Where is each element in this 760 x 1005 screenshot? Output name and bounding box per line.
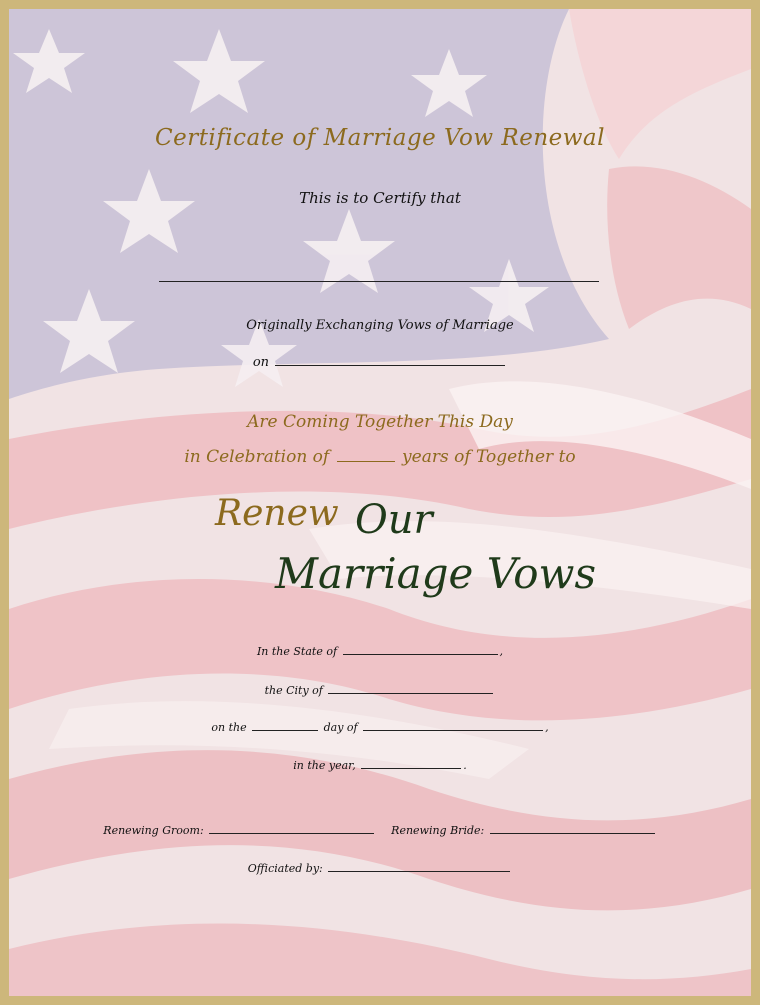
city-row bbox=[9, 680, 751, 697]
state-row bbox=[9, 641, 751, 658]
original-date-row bbox=[9, 352, 751, 370]
groom-label: Renewing Groom: bbox=[103, 824, 204, 837]
bride-blank bbox=[490, 820, 655, 834]
headline-renew: Renew bbox=[215, 493, 339, 534]
state-label: In the State of bbox=[256, 645, 338, 658]
on-the-label: on the bbox=[211, 721, 247, 734]
year-blank bbox=[361, 755, 461, 769]
year-period: . bbox=[463, 759, 467, 772]
certificate-title: Certificate of Marriage Vow Renewal bbox=[154, 125, 606, 151]
state-comma: , bbox=[499, 645, 504, 658]
groom-blank bbox=[209, 820, 374, 834]
certificate-content bbox=[9, 9, 751, 996]
names-blank-line bbox=[159, 281, 599, 282]
state-blank bbox=[343, 641, 498, 655]
day-blank bbox=[252, 717, 318, 731]
celebration-suffix: years of Together to bbox=[402, 447, 576, 467]
year-row bbox=[9, 755, 751, 772]
celebration-prefix: in Celebration of bbox=[184, 447, 330, 467]
day-comma: , bbox=[545, 721, 549, 734]
day-row bbox=[9, 717, 751, 734]
headline-our: Our bbox=[355, 497, 433, 543]
originally-text: Originally Exchanging Vows of Marriage bbox=[246, 318, 514, 333]
headline-marriage-vows: Marriage Vows bbox=[275, 549, 597, 598]
original-date-blank bbox=[275, 352, 505, 366]
year-label: in the year, bbox=[293, 759, 356, 772]
years-blank bbox=[337, 448, 395, 462]
certify-text: This is to Certify that bbox=[299, 189, 461, 207]
city-label: the City of bbox=[264, 684, 323, 697]
city-blank bbox=[328, 680, 493, 694]
officiated-blank bbox=[328, 858, 510, 872]
month-blank bbox=[363, 717, 543, 731]
on-label: on bbox=[252, 355, 270, 370]
coming-together-text: Are Coming Together This Day bbox=[247, 412, 513, 432]
signature-row bbox=[9, 820, 751, 837]
officiated-label: Officiated by: bbox=[247, 862, 323, 875]
day-of-label: day of bbox=[323, 721, 358, 734]
celebration-row bbox=[9, 447, 751, 467]
bride-label: Renewing Bride: bbox=[391, 824, 485, 837]
officiated-row bbox=[9, 858, 751, 875]
